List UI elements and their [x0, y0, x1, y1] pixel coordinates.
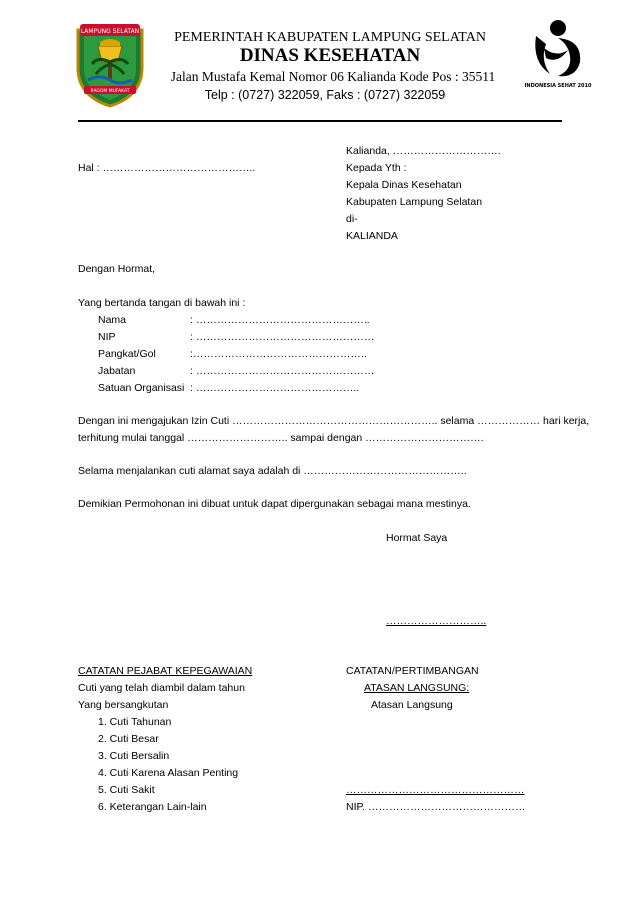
- employee-concerned: Yang bersangkutan: [78, 699, 169, 711]
- subject-line: Hal : ……………………………………..: [78, 162, 256, 174]
- leave-address-line: Selama menjalankan cuti alamat saya adalah di ………………………………………..: [78, 465, 467, 477]
- leave-request-line-1: Dengan ini mengajukan Izin Cuti ………………………………………………….. selama ……………… hari kerja,: [78, 415, 590, 427]
- leave-type-item: 3. Cuti Bersalin: [98, 750, 170, 762]
- leave-type-item: 5. Cuti Sakit: [98, 784, 155, 796]
- recipient-line-5: KALIANDA: [346, 230, 398, 242]
- supervisor-notes-title: CATATAN/PERTIMBANGAN: [346, 665, 479, 677]
- field-label-nip: NIP: [98, 331, 116, 343]
- office-address: Jalan Mustafa Kemal Nomor 06 Kalianda Kode Pos : 35511: [170, 69, 496, 84]
- place-date: Kalianda, ………………………….: [346, 145, 501, 157]
- logo-left-top-text: LAMPUNG SELATAN: [80, 28, 140, 35]
- logo-right-text: INDONESIA SEHAT 2010: [524, 83, 592, 89]
- recipient-line-3: Kabupaten Lampung Selatan: [346, 196, 483, 208]
- field-value-satuan: : ………………………………………..: [190, 382, 360, 394]
- leave-request-line-2: terhitung mulai tanggal ……………………….. sampai dengan …………………………….: [78, 432, 484, 444]
- signer-intro: Yang bertanda tangan di bawah ini :: [78, 297, 246, 309]
- field-value-jabatan: : ……………………………………………: [190, 365, 375, 377]
- supervisor-signature-line: ……………………………………………: [346, 784, 525, 796]
- closing-statement: Demikian Permohonan ini dibuat untuk dapat dipergunakan sebagai mana mestinya.: [78, 498, 471, 510]
- field-value-nip: : ……………………………………………: [190, 331, 375, 343]
- indonesia-sehat-logo: [524, 14, 592, 104]
- field-label-satuan: Satuan Organisasi: [98, 382, 185, 394]
- leave-type-item: 6. Keterangan Lain-lain: [98, 801, 207, 813]
- department-name: DINAS KESEHATAN: [239, 45, 421, 66]
- leave-type-item: 1. Cuti Tahunan: [98, 716, 172, 728]
- leave-type-item: 2. Cuti Besar: [98, 733, 159, 745]
- field-value-pangkat: :…………………………………………..: [190, 348, 367, 360]
- field-label-nama: Nama: [98, 314, 127, 326]
- regards: Hormat Saya: [386, 532, 448, 544]
- government-name: PEMERINTAH KABUPATEN LAMPUNG SELATAN: [174, 30, 486, 45]
- signature-line: ………………………..: [386, 615, 487, 627]
- regency-emblem-logo: [70, 18, 150, 108]
- greeting: Dengan Hormat,: [78, 263, 156, 275]
- office-phone: Telp : (0727) 322059, Faks : (0727) 322059: [204, 88, 446, 102]
- hr-notes-title: CATATAN PEJABAT KEPEGAWAIAN: [78, 665, 253, 677]
- header-divider: [78, 120, 562, 122]
- logo-left-bottom-text: RAGOM MUFAKAT: [90, 89, 130, 94]
- recipient-line-1: Kepada Yth :: [346, 162, 407, 174]
- supervisor-nip: NIP. ………………………………………: [346, 801, 526, 813]
- leave-taken-year: Cuti yang telah diambil dalam tahun: [78, 682, 245, 694]
- field-value-nama: : …………………………………………..: [190, 314, 370, 326]
- recipient-line-2: Kepala Dinas Kesehatan: [346, 179, 462, 191]
- supervisor-role: Atasan Langsung: [371, 699, 453, 711]
- field-label-jabatan: Jabatan: [98, 365, 136, 377]
- recipient-line-4: di-: [346, 213, 358, 225]
- field-label-pangkat: Pangkat/Gol: [98, 348, 156, 360]
- supervisor-subtitle: ATASAN LANGSUNG:: [364, 682, 470, 694]
- leave-type-item: 4. Cuti Karena Alasan Penting: [98, 767, 239, 779]
